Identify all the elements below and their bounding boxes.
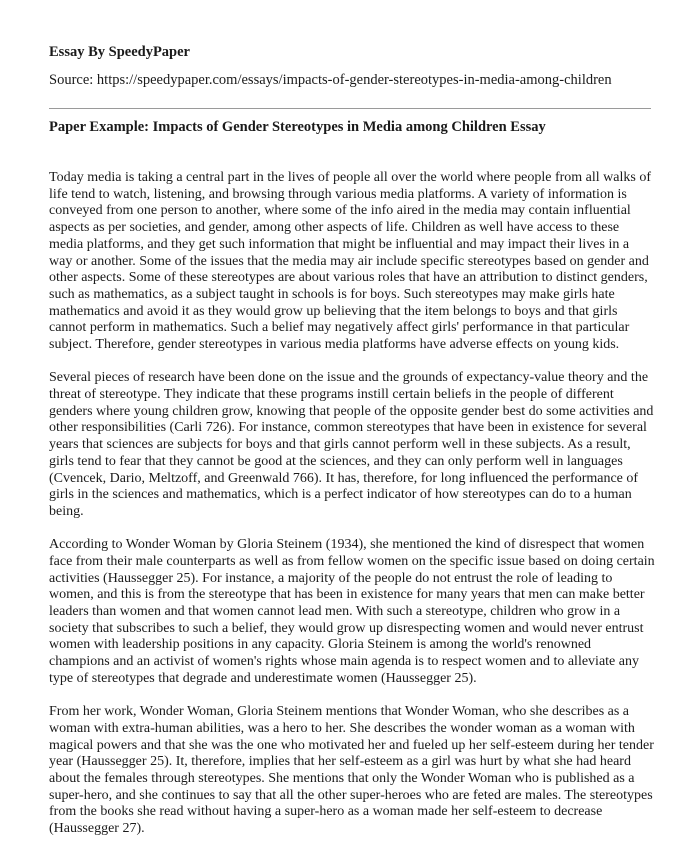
divider <box>49 108 651 109</box>
source-line: Source: https://speedypaper.com/essays/impacts-of-gender-stereotypes-in-media-among-children <box>49 72 612 88</box>
paragraph: From her work, Wonder Woman, Gloria Steinem mentions that Wonder Woman, who she describes as a woman with extra-human abilities, was a hero to her. She describes the wonder woman as a woman with magical powers and that she was the one who motivated her and fueled up her self-esteem during her tender year (Haussegger 25). It, therefore, implies that her self-esteem as a girl was hurt by what she had heard about the females through stereotypes. She mentions that only the Wonder Woman who is published as a super-hero, and she continues to say that all the other super-heroes who are feted are males. The stereotypes from the books she read without having a super-hero as a woman made her self-esteem to decrease (Haussegger 27). <box>49 704 654 837</box>
paper-title: Paper Example: Impacts of Gender Stereotypes in Media among Children Essay <box>49 119 546 135</box>
paragraph: Several pieces of research have been done on the issue and the grounds of expectancy-value theory and the threat of stereotype. They indicate that these programs instill certain beliefs in the people of different genders where young children grow, knowing that people of the opposite gender best do some activities and other responsibilities (Carli 726). For instance, common stereotypes that have been in existence for several years that sciences are subjects for boys and that girls cannot perform well in these subjects. As a result, girls tend to fear that they cannot be good at the sciences, and they can only perform well in languages (Cvencek, Dario, Meltzoff, and Greenwald 766). It has, therefore, for long influenced the performance of girls in the sciences and mathematics, which is a perfect indicator of how stereotypes can do to a human being. <box>49 370 654 519</box>
paragraph: Today media is taking a central part in the lives of people all over the world where people from all walks of life tend to watch, listening, and browsing through various media platforms. A variety of information is conveyed from one person to another, where some of the info aired in the media may contain influential aspects as per societies, and gender, among other aspects of life. Children as well have access to these media platforms, and they get such information that might be influential and may impact their lives in a way or another. Some of the issues that the media may air include specific stereotypes based on gender and other aspects. Some of these stereotypes are about various roles that have an attribution to distinct genders, such as mathematics, as a subject taught in schools is for boys. Such stereotypes may make girls hate mathematics and avoid it as they would grow up believing that the item belongs to boys and that girls cannot perform in mathematics. Such a belief may negatively affect girls' performance in that particular subject. Therefore, gender stereotypes in various media platforms have adverse effects on young kids. <box>49 170 651 353</box>
essay-author: Essay By SpeedyPaper <box>49 44 190 60</box>
paragraph: According to Wonder Woman by Gloria Steinem (1934), she mentioned the kind of disrespect that women face from their male counterparts as well as from fellow women on the specific issue based on doing certain activities (Haussegger 25). For instance, a majority of the people do not entrust the role of leading to women, and this is from the stereotype that has been in existence for many years that men can make better leaders than women and that women cannot lead men. With such a stereotype, children who grow in a society that subscribes to such a belief, they would grow up disrespecting women and would never entrust women with leadership positions in any capacity. Gloria Steinem is among the world's renowned champions and an activist of women's rights whose main agenda is to respect women and to alleviate any type of stereotypes that degrade and underestimate women (Haussegger 25). <box>49 537 655 686</box>
essay-body <box>49 170 655 850</box>
